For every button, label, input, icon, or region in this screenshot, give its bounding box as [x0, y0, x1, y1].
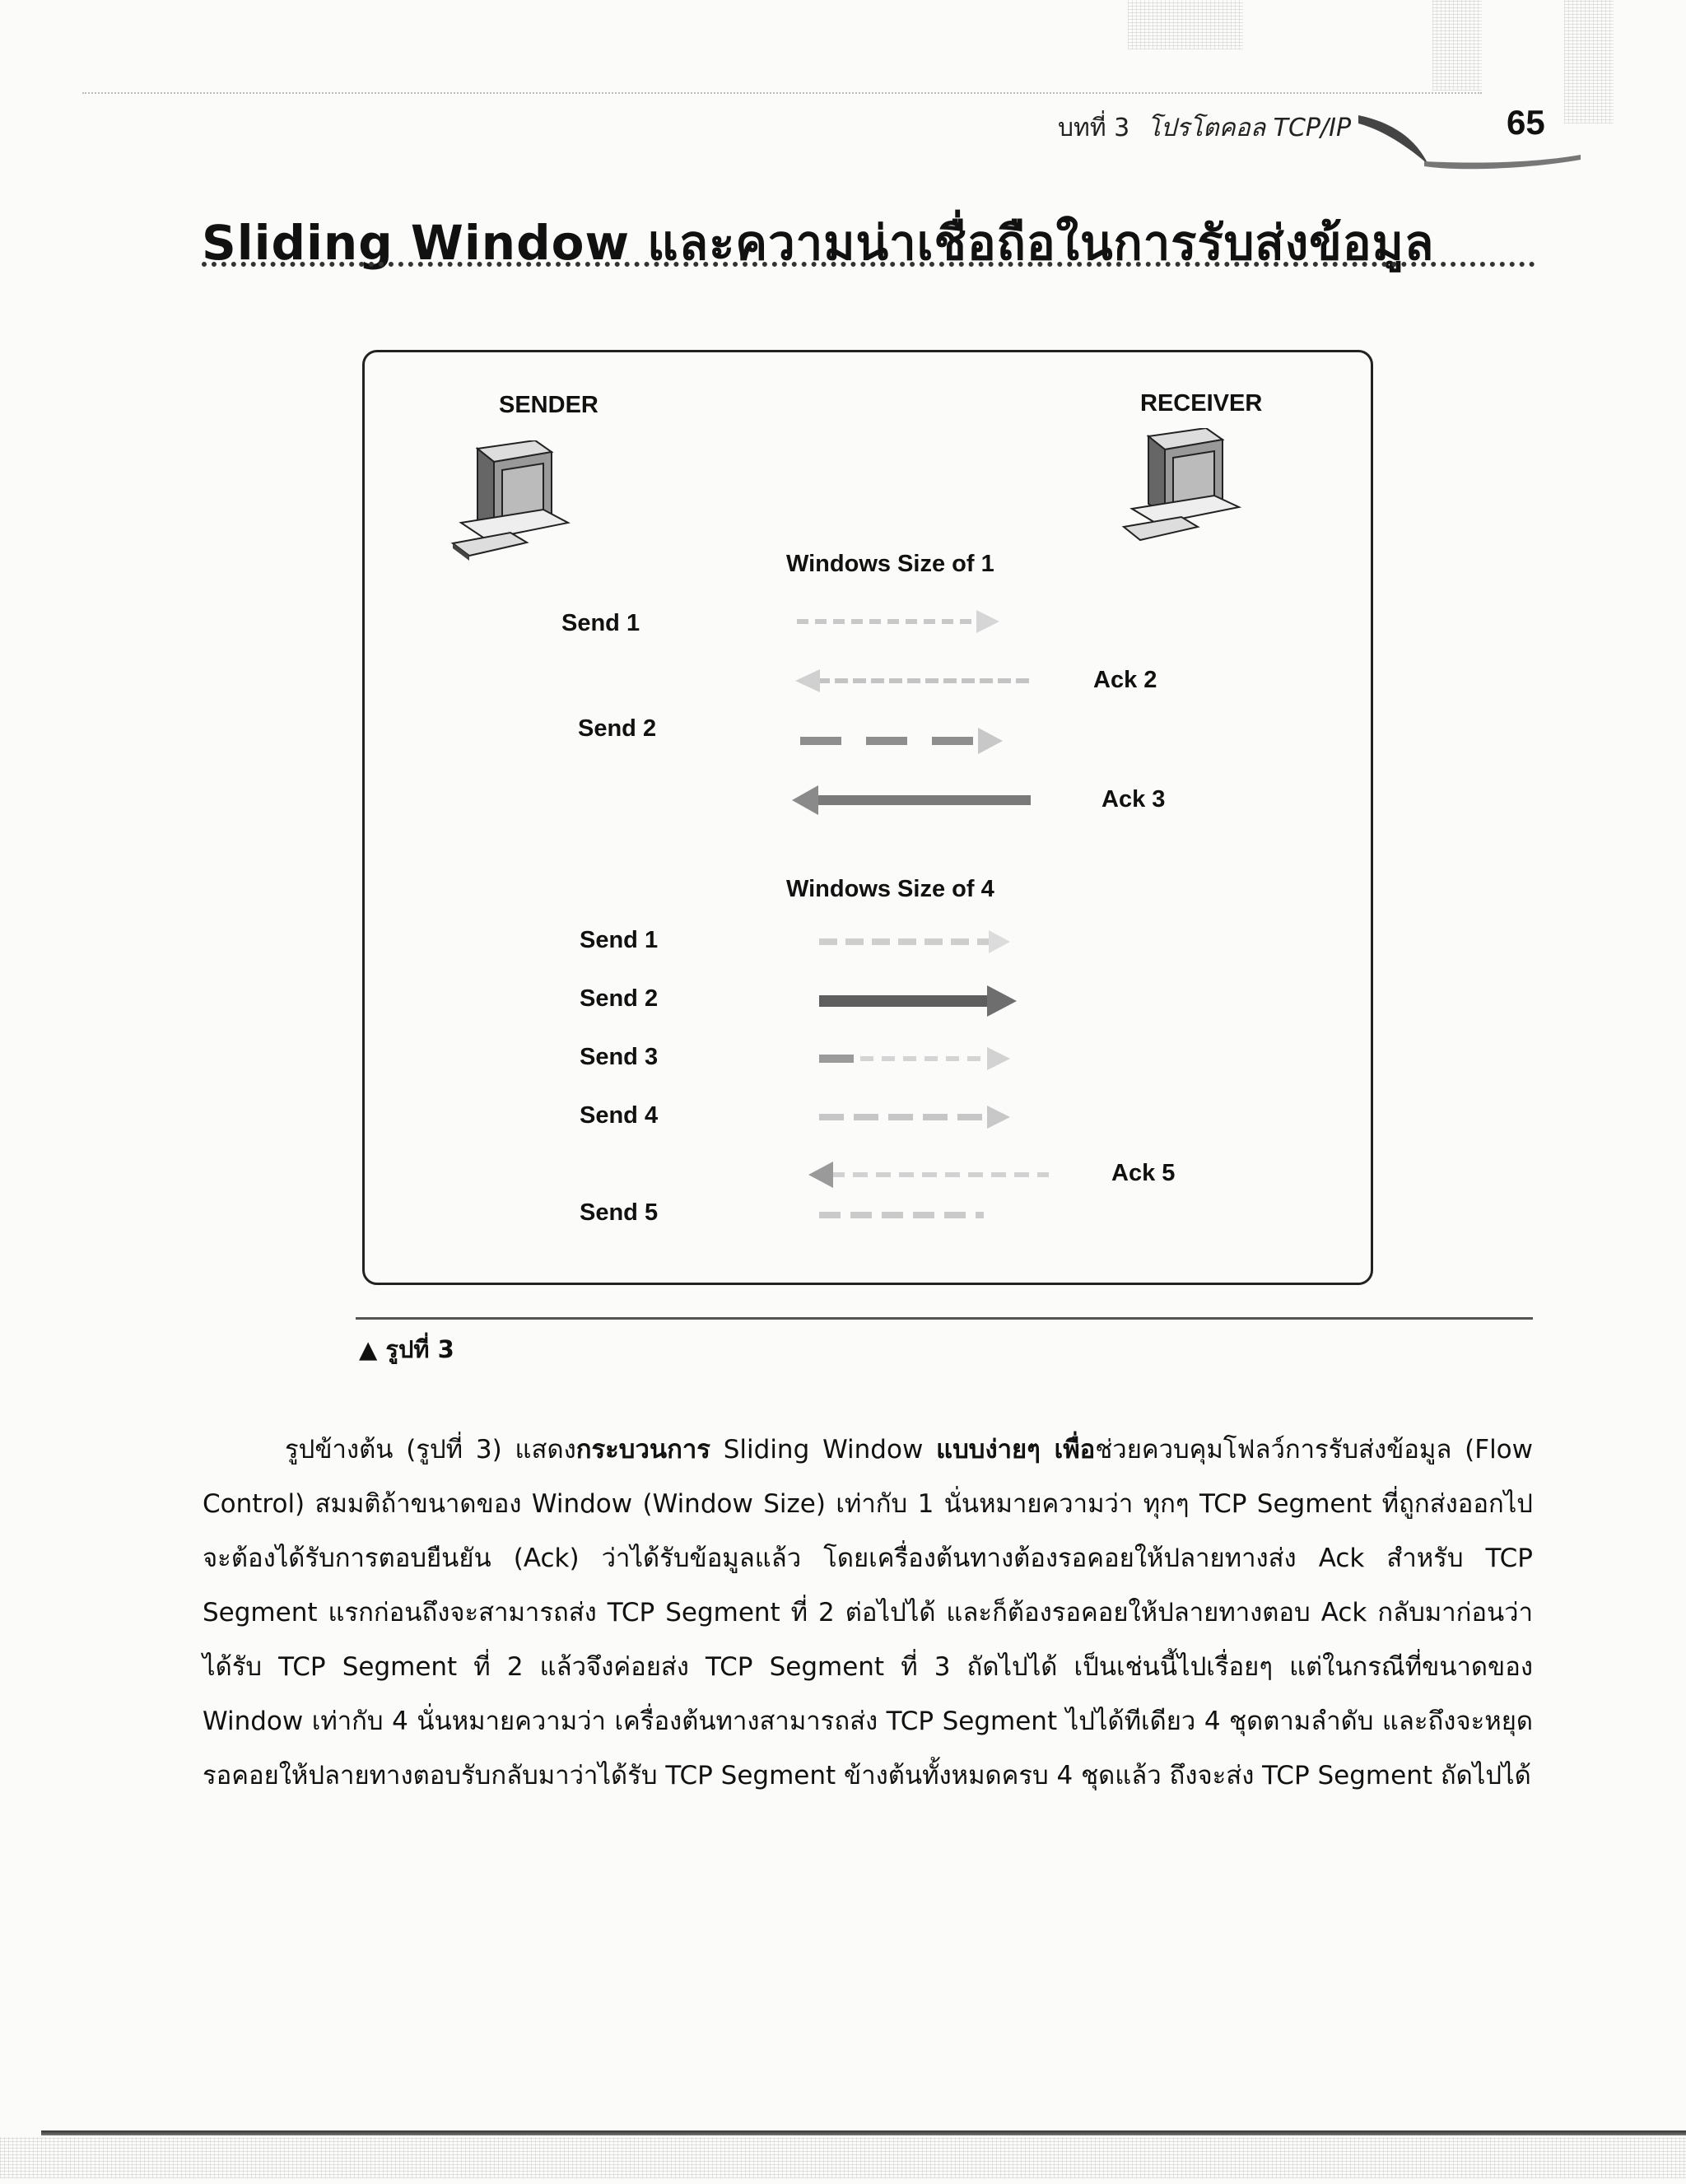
w4-send-3-arrow	[819, 1042, 1017, 1075]
book-title: โปรโตคอล TCP/IP	[1147, 114, 1352, 142]
scan-noise-bottom	[0, 2137, 1686, 2178]
w4-send-4-label: Send 4	[580, 1102, 659, 1129]
w4-send-5-label: Send 5	[580, 1199, 659, 1226]
receiver-computer-icon	[1115, 428, 1255, 552]
w1-send-1-label: Send 1	[561, 610, 640, 636]
w1-ack-2-label: Ack 2	[1093, 667, 1157, 693]
chapter-label: บทที่ 3	[1058, 114, 1130, 142]
para-part-a: รูปข้างต้น (รูปที่ 3) แสดง	[285, 1435, 576, 1465]
window-size-4-heading: Windows Size of 4	[786, 876, 994, 902]
w4-send-1-label: Send 1	[580, 927, 659, 953]
w4-send-2-arrow	[819, 982, 1021, 1020]
w4-send-1-arrow	[819, 925, 1017, 958]
w4-ack-5-label: Ack 5	[1111, 1160, 1176, 1186]
w1-ack-2-arrow	[792, 664, 1031, 697]
caption-rule	[356, 1317, 1533, 1320]
window-size-1-heading: Windows Size of 1	[786, 551, 994, 577]
w1-ack-3-arrow	[790, 784, 1033, 817]
w4-ack-5-arrow	[805, 1158, 1052, 1191]
w4-send-2-label: Send 2	[580, 985, 659, 1012]
w1-send-2-label: Send 2	[578, 715, 657, 742]
footer-rule	[41, 2130, 1686, 2135]
w4-send-5-arrow	[819, 1199, 1000, 1232]
w1-ack-3-label: Ack 3	[1101, 786, 1166, 813]
w1-send-1-arrow	[797, 605, 1003, 638]
para-bold-process: กระบวนการ	[575, 1435, 710, 1465]
title-dotted-underline	[202, 262, 1535, 267]
header-swoosh-decoration	[1358, 105, 1581, 171]
body-paragraph	[203, 1423, 1533, 1803]
receiver-label: RECEIVER	[1140, 390, 1263, 417]
header-dotted-rule	[82, 92, 1482, 94]
sender-computer-icon	[445, 440, 585, 572]
scan-noise-top-right	[1128, 0, 1243, 49]
para-part-e: ช่วยควบคุมโฟลว์การรับส่งข้อมูล (Flow Control) สมมติถ้าขนาดของ Window (Window Size) เท่ากับ 1 นั่นหมายความว่า ทุกๆ TCP Segment ที่ถูกส่งออกไปจะต้องได้รับการตอบยืนยัน (Ack) ว่าได้รับข้อมูลแล้ว โดยเครื่องต้นทางต้องรอคอยให้ปลายทางส่ง Ack สำหรับ TCP Segment แรกก่อนถึงจะสามารถส่ง TCP Segment ที่ 2 ต่อไปได้ และก็ต้องรอคอยให้ปลายทางตอบ Ack กลับมาก่อนว่าได้รับ TCP Segment ที่ 2 แล้วจึงค่อยส่ง TCP Segment ที่ 3 ถัดไปได้ เป็นเช่นนี้ไปเรื่อยๆ แต่ในกรณีที่ขนาดของ Window เท่ากับ 4 นั่นหมายความว่า เครื่องต้นทางสามารถส่ง TCP Segment ไปได้ทีเดียว 4 ชุดตามลำดับ และถึงจะหยุดรอคอยให้ปลายทางตอบรับกลับมาว่าได้รับ TCP Segment ข้างต้นทั้งหมดครบ 4 ชุดแล้ว ถึงจะส่ง TCP Segment ถัดไปได้	[203, 1435, 1533, 1791]
para-part-c: Sliding Window	[710, 1435, 937, 1465]
w4-send-4-arrow	[819, 1101, 1017, 1134]
section-title: Sliding Window และความน่าเชื่อถือในการรับส่งข้อมูล	[202, 215, 1435, 271]
w1-send-2-arrow	[800, 724, 1006, 757]
w4-send-3-label: Send 3	[580, 1044, 659, 1070]
page-number: 65	[1507, 103, 1545, 142]
para-bold-simple: แบบง่ายๆ เพื่อ	[936, 1435, 1096, 1465]
running-header	[1058, 109, 1351, 147]
scan-noise-top-right-2	[1432, 0, 1482, 91]
sender-label: SENDER	[499, 392, 598, 418]
figure-caption: ▲ รูปที่ 3	[359, 1335, 454, 1363]
